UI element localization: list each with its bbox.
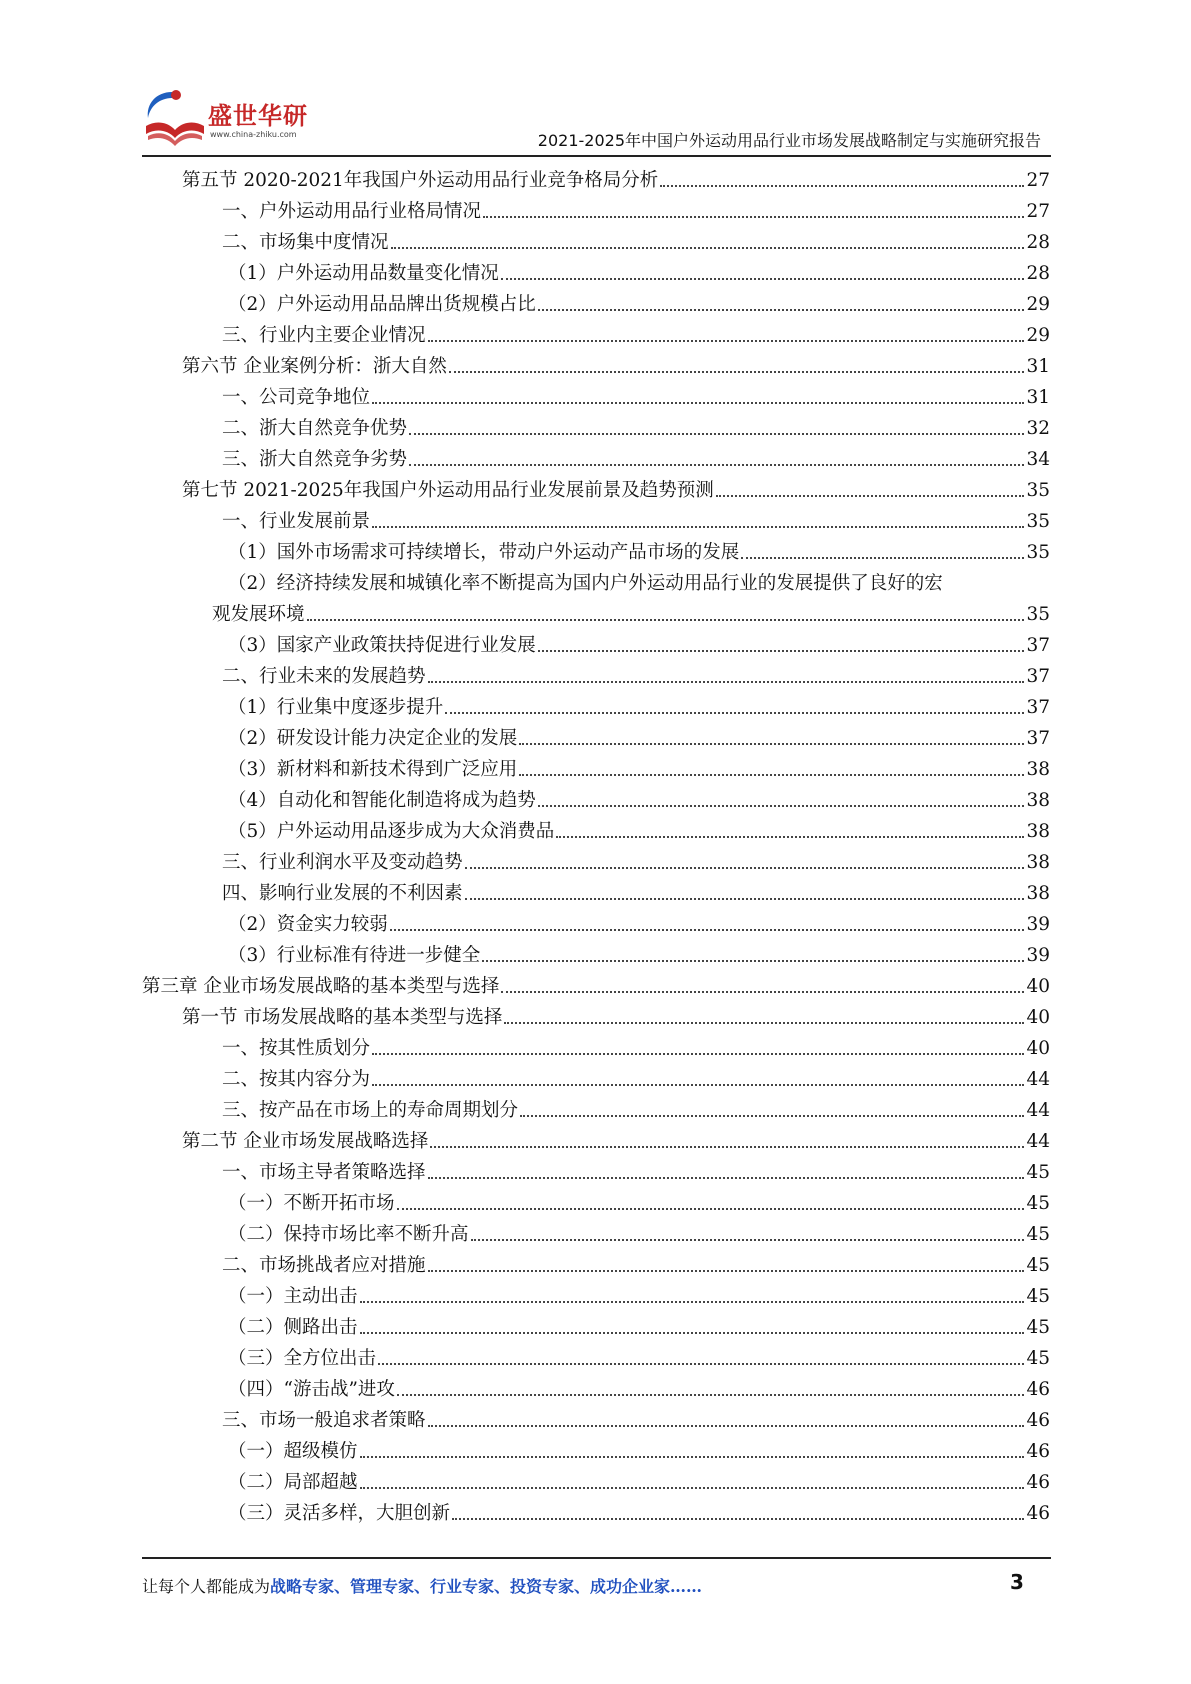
toc-entry-title: 第三章 企业市场发展战略的基本类型与选择 <box>142 976 500 997</box>
toc-entry-title: （四）“游击战”进攻 <box>228 1379 395 1400</box>
toc-page-number: 37 <box>1026 697 1050 718</box>
book-swoosh-logo-icon <box>142 86 208 148</box>
toc-page-number: 45 <box>1026 1193 1050 1214</box>
toc-dot-leader <box>397 1208 1025 1210</box>
toc-dot-leader <box>538 805 1025 807</box>
toc-entry-title: （一）不断开拓市场 <box>228 1193 395 1214</box>
toc-entry-title: （1）行业集中度逐步提升 <box>228 697 444 718</box>
toc-page-number: 38 <box>1026 821 1050 842</box>
toc-entry[interactable] <box>182 1123 1050 1154</box>
toc-page-number: 39 <box>1026 914 1050 935</box>
toc-dot-leader <box>483 216 1024 218</box>
toc-entry[interactable] <box>228 286 1050 317</box>
report-title: 2021-2025年中国户外运动用品行业市场发展战略制定与实施研究报告 <box>537 131 1041 150</box>
toc-entry-title: （一）主动出击 <box>228 1286 358 1307</box>
toc-dot-leader <box>538 309 1025 311</box>
toc-entry-title: （三）灵活多样，大胆创新 <box>228 1503 451 1524</box>
toc-entry[interactable] <box>228 1340 1050 1371</box>
toc-dot-leader <box>520 1115 1024 1117</box>
toc-page-number: 28 <box>1026 263 1050 284</box>
toc-entry-title: 第一节 市场发展战略的基本类型与选择 <box>182 1007 503 1028</box>
toc-entry[interactable] <box>228 720 1050 751</box>
toc-page-number: 37 <box>1026 728 1050 749</box>
toc-entry-title: 三、浙大自然竞争劣势 <box>222 449 408 470</box>
toc-entry-title: 一、市场主导者策略选择 <box>222 1162 426 1183</box>
toc-dot-leader <box>360 1456 1025 1458</box>
toc-entry-title: （3）国家产业政策扶持促进行业发展 <box>228 635 536 656</box>
toc-dot-leader <box>465 867 1025 869</box>
toc-entry-title: （1）国外市场需求可持续增长，带动户外运动产品市场的发展 <box>228 542 740 563</box>
logo-url: www.china-zhiku.com <box>210 130 297 139</box>
footer-divider <box>142 1557 1051 1559</box>
toc-entry[interactable] <box>222 1061 1050 1092</box>
toc-page-number: 39 <box>1026 945 1050 966</box>
toc-page-number: 46 <box>1026 1379 1050 1400</box>
toc-entry[interactable] <box>222 844 1050 875</box>
toc-page-number: 38 <box>1026 883 1050 904</box>
toc-entry-title: 第五节 2020-2021年我国户外运动用品行业竞争格局分析 <box>182 170 659 191</box>
company-logo <box>142 86 312 148</box>
toc-page-number: 44 <box>1026 1069 1050 1090</box>
toc-entry-title: 二、市场挑战者应对措施 <box>222 1255 426 1276</box>
toc-page-number: 44 <box>1026 1131 1050 1152</box>
toc-entry[interactable] <box>228 689 1050 720</box>
toc-page-number: 29 <box>1026 294 1050 315</box>
toc-dot-leader <box>428 681 1025 683</box>
toc-entry-title: （4）自动化和智能化制造将成为趋势 <box>228 790 536 811</box>
toc-entry[interactable] <box>222 317 1050 348</box>
toc-dot-leader <box>409 464 1024 466</box>
toc-entry[interactable] <box>228 937 1050 968</box>
toc-dot-leader <box>378 1363 1024 1365</box>
toc-entry-title: 二、按其内容分为 <box>222 1069 371 1090</box>
toc-entry[interactable] <box>228 1433 1050 1464</box>
logo-text: 盛世华研 <box>208 102 308 130</box>
toc-dot-leader <box>390 929 1025 931</box>
toc-entry[interactable] <box>222 410 1050 441</box>
toc-page-number: 40 <box>1026 1007 1050 1028</box>
footer-slogan <box>142 1574 702 1597</box>
toc-dot-leader <box>501 991 1024 993</box>
toc-entry[interactable] <box>142 968 1050 999</box>
toc-page-number: 45 <box>1026 1224 1050 1245</box>
toc-dot-leader <box>428 1270 1025 1272</box>
toc-page-number: 31 <box>1026 387 1050 408</box>
toc-dot-leader <box>391 247 1025 249</box>
toc-entry-title: 三、按产品在市场上的寿命周期划分 <box>222 1100 519 1121</box>
toc-entry-title: （二）保持市场比率不断升高 <box>228 1224 469 1245</box>
toc-page-number: 27 <box>1026 201 1050 222</box>
toc-dot-leader <box>428 1425 1025 1427</box>
toc-entry-title: （2）研发设计能力决定企业的发展 <box>228 728 518 749</box>
toc-page-number: 46 <box>1026 1441 1050 1462</box>
toc-page-number: 35 <box>1026 511 1050 532</box>
toc-entry-title: 二、市场集中度情况 <box>222 232 389 253</box>
toc-page-number: 38 <box>1026 759 1050 780</box>
toc-entry[interactable] <box>228 255 1050 286</box>
toc-entry-title[interactable]: （2）经济持续发展和城镇化率不断提高为国内户外运动用品行业的发展提供了良好的宏 <box>228 573 943 594</box>
toc-dot-leader <box>482 960 1024 962</box>
toc-entry[interactable] <box>228 906 1050 937</box>
toc-page-number: 37 <box>1026 635 1050 656</box>
toc-entry[interactable] <box>222 503 1050 534</box>
toc-entry-title: 一、公司竞争地位 <box>222 387 371 408</box>
toc-entry-continuation: 观发展环境 <box>212 604 305 625</box>
toc-entry-title: （2）户外运动用品品牌出货规模占比 <box>228 294 536 315</box>
toc-entry[interactable] <box>222 1092 1050 1123</box>
toc-entry-title: （二）侧路出击 <box>228 1317 358 1338</box>
toc-page-number: 45 <box>1026 1255 1050 1276</box>
toc-page-number: 38 <box>1026 852 1050 873</box>
toc-page-number: 45 <box>1026 1348 1050 1369</box>
toc-page-number: 45 <box>1026 1317 1050 1338</box>
toc-entry-title: （一）超级模仿 <box>228 1441 358 1462</box>
footer-slogan-highlight: 战略专家、管理专家、行业专家、投资专家、成功企业家…… <box>270 1577 703 1596</box>
toc-entry-title: （3）新材料和新技术得到广泛应用 <box>228 759 518 780</box>
toc-dot-leader <box>660 185 1024 187</box>
toc-dot-leader <box>307 619 1025 621</box>
toc-page-number: 40 <box>1026 1038 1050 1059</box>
toc-entry[interactable] <box>212 596 1050 627</box>
toc-entry[interactable] <box>222 193 1050 224</box>
toc-dot-leader <box>519 743 1024 745</box>
toc-entry-title: 一、行业发展前景 <box>222 511 371 532</box>
toc-entry-title: 三、市场一般追求者策略 <box>222 1410 426 1431</box>
toc-entry[interactable] <box>228 1309 1050 1340</box>
toc-page-number: 34 <box>1026 449 1050 470</box>
footer-slogan-prefix: 让每个人都能成为 <box>142 1577 271 1596</box>
toc-dot-leader <box>465 898 1025 900</box>
toc-entry-title: 第七节 2021-2025年我国户外运动用品行业发展前景及趋势预测 <box>182 480 714 501</box>
toc-entry[interactable] <box>222 1030 1050 1061</box>
toc-dot-leader <box>504 1022 1024 1024</box>
toc-entry[interactable] <box>182 472 1050 503</box>
toc-entry[interactable] <box>228 1464 1050 1495</box>
toc-page-number: 32 <box>1026 418 1050 439</box>
toc-page-number: 46 <box>1026 1503 1050 1524</box>
toc-dot-leader <box>360 1487 1025 1489</box>
toc-dot-leader <box>428 1177 1025 1179</box>
toc-entry-title: （三）全方位出击 <box>228 1348 377 1369</box>
toc-dot-leader <box>741 557 1024 559</box>
toc-entry-title: （3）行业标准有待进一步健全 <box>228 945 481 966</box>
toc-entry[interactable] <box>222 1402 1050 1433</box>
toc-entry[interactable] <box>182 162 1050 193</box>
toc-page-number: 35 <box>1026 604 1050 625</box>
page-number: 3 <box>1010 1570 1024 1594</box>
toc-dot-leader <box>556 836 1024 838</box>
toc-entry-title: 三、行业内主要企业情况 <box>222 325 426 346</box>
toc-page-number: 35 <box>1026 542 1050 563</box>
toc-entry[interactable] <box>228 1278 1050 1309</box>
toc-entry[interactable] <box>222 1154 1050 1185</box>
toc-entry[interactable] <box>182 348 1050 379</box>
toc-entry-title: 一、户外运动用品行业格局情况 <box>222 201 482 222</box>
toc-entry-title: 二、行业未来的发展趋势 <box>222 666 426 687</box>
toc-entry-title: 二、浙大自然竞争优势 <box>222 418 408 439</box>
toc-entry-title: （1）户外运动用品数量变化情况 <box>228 263 499 284</box>
toc-dot-leader <box>716 495 1025 497</box>
toc-entry[interactable] <box>222 658 1050 689</box>
toc-entry-title: （二）局部超越 <box>228 1472 358 1493</box>
toc-entry[interactable] <box>228 627 1050 658</box>
toc-entry[interactable] <box>222 224 1050 255</box>
toc-entry-title: （2）资金实力较弱 <box>228 914 388 935</box>
toc-dot-leader <box>430 1146 1024 1148</box>
toc-dot-leader <box>519 774 1024 776</box>
toc-entry-title: 四、影响行业发展的不利因素 <box>222 883 463 904</box>
toc-dot-leader <box>452 1518 1024 1520</box>
toc-dot-leader <box>471 1239 1025 1241</box>
toc-entry-title: 一、按其性质划分 <box>222 1038 371 1059</box>
toc-page-number: 45 <box>1026 1286 1050 1307</box>
toc-dot-leader <box>428 340 1025 342</box>
toc-dot-leader <box>372 526 1024 528</box>
toc-entry[interactable] <box>222 441 1050 472</box>
toc-page-number: 27 <box>1026 170 1050 191</box>
toc-entry-title: 第二节 企业市场发展战略选择 <box>182 1131 429 1152</box>
toc-entry-title: 第六节 企业案例分析：浙大自然 <box>182 356 447 377</box>
toc-entry[interactable] <box>228 782 1050 813</box>
header-divider <box>142 155 1051 157</box>
toc-entry[interactable] <box>228 534 1050 565</box>
toc-entry[interactable] <box>228 1495 1050 1526</box>
toc-entry[interactable] <box>222 1247 1050 1278</box>
toc-dot-leader <box>445 712 1024 714</box>
toc-page-number: 31 <box>1026 356 1050 377</box>
toc-page-number: 40 <box>1026 976 1050 997</box>
toc-entry[interactable] <box>182 999 1050 1030</box>
toc-dot-leader <box>372 1084 1024 1086</box>
toc-page-number: 29 <box>1026 325 1050 346</box>
toc-page-number: 38 <box>1026 790 1050 811</box>
toc-page-number: 46 <box>1026 1410 1050 1431</box>
toc-page-number: 35 <box>1026 480 1050 501</box>
toc-page-number: 44 <box>1026 1100 1050 1121</box>
toc-page-number: 45 <box>1026 1162 1050 1183</box>
toc-dot-leader <box>360 1301 1025 1303</box>
toc-entry[interactable] <box>222 379 1050 410</box>
toc-dot-leader <box>501 278 1025 280</box>
toc-dot-leader <box>372 402 1024 404</box>
toc-entry[interactable] <box>228 1371 1050 1402</box>
toc-entry[interactable] <box>228 813 1050 844</box>
toc-entry-title: 三、行业利润水平及变动趋势 <box>222 852 463 873</box>
page-header <box>0 0 1191 160</box>
toc-page-number: 28 <box>1026 232 1050 253</box>
toc-dot-leader <box>409 433 1024 435</box>
toc-entry[interactable] <box>228 1216 1050 1247</box>
toc-dot-leader <box>538 650 1025 652</box>
toc-entry-title: （5）户外运动用品逐步成为大众消费品 <box>228 821 555 842</box>
toc-page-number: 37 <box>1026 666 1050 687</box>
toc-dot-leader <box>360 1332 1025 1334</box>
toc-dot-leader <box>397 1394 1025 1396</box>
toc-page-number: 46 <box>1026 1472 1050 1493</box>
toc-entry[interactable] <box>228 1185 1050 1216</box>
toc-dot-leader <box>372 1053 1024 1055</box>
toc-dot-leader <box>449 371 1025 373</box>
toc-entry[interactable] <box>222 875 1050 906</box>
toc-entry[interactable] <box>228 751 1050 782</box>
